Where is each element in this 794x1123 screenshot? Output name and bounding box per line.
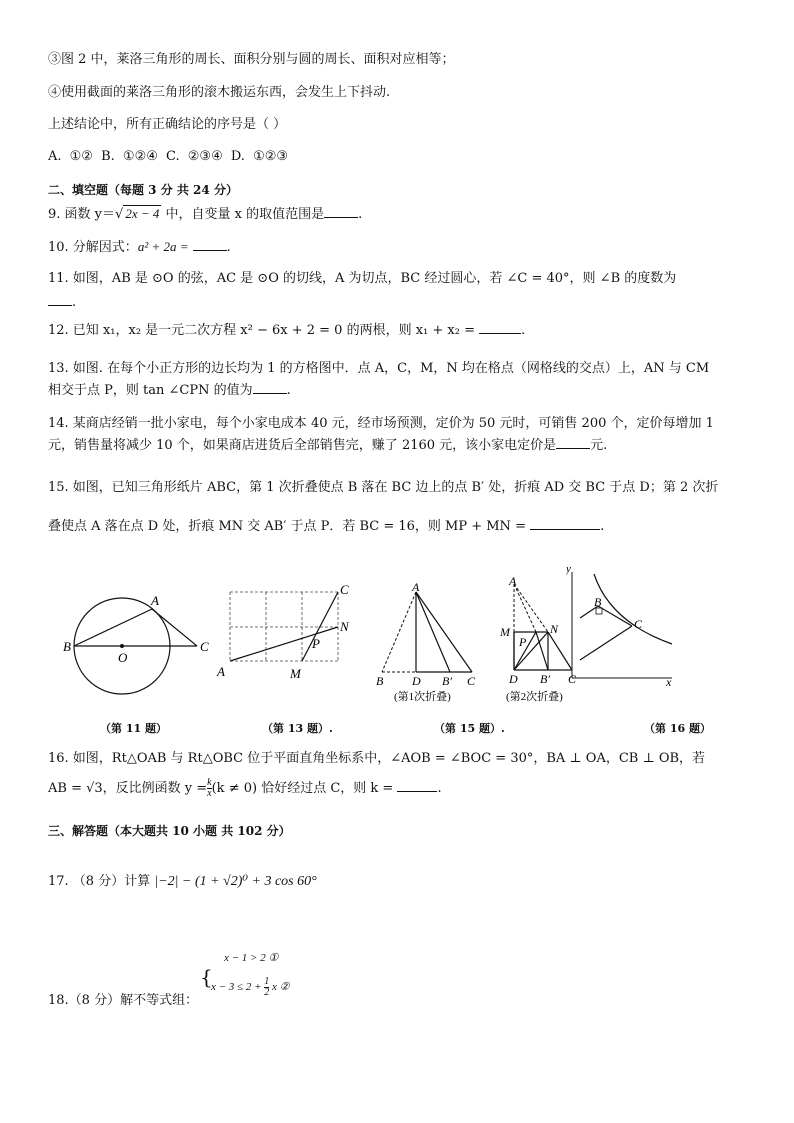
q13-blank: [253, 393, 287, 394]
q18-denominator: 2: [264, 987, 270, 998]
question-13-line-1: 13. 如图. 在每个小正方形的边长均为 1 的方格图中．点 A，C，M，N 均在格点（网格线的交点）上，AN 与 CM: [48, 361, 710, 376]
figure-16: [566, 560, 686, 690]
f13-label-n: N: [340, 619, 349, 634]
segment-ab-dashed: [382, 592, 416, 672]
f15a-label-b: B: [376, 674, 384, 688]
question-18: 18.（8 分）解不等式组：: [48, 993, 199, 1008]
question-15-line-1: 15. 如图，已知三角形纸片 ABC，第 1 次折叠使点 B 落在 BC 边上的点 B′ 处，折痕 AD 交 BC 于点 D；第 2 次折: [48, 480, 719, 495]
f15a-label-a: A: [412, 580, 420, 594]
f15b-label-bp: B′: [540, 672, 550, 686]
segment-ap-dashed: [514, 584, 536, 632]
f16-label-x: x: [666, 675, 672, 689]
q18-fraction: [264, 977, 269, 998]
question-11: 11. 如图，AB 是 ⊙O 的弦，AC 是 ⊙O 的切线，A 为切点，BC 经过圆心，若 ∠C = 40°，则 ∠B 的度数为: [48, 271, 677, 286]
f11-label-b: B: [63, 639, 71, 654]
q10-blank: [193, 250, 227, 251]
segment-an: [230, 627, 338, 661]
q15-text-b: 叠使点 A 落在点 D 处，折痕 MN 交 AB′ 于点 P．若 BC = 16，则 MP + MN =: [48, 519, 526, 534]
segment-oc: [580, 626, 632, 660]
q11-blank: [48, 305, 72, 306]
f15b-label-m: M: [500, 625, 510, 639]
f11-label-o: O: [118, 650, 128, 665]
question-9: 9. 函数 y＝√ 2x − 4 中，自变量 x 的取值范围是 .: [48, 206, 363, 222]
segment-pbp: [536, 632, 548, 670]
f15b-label-n: N: [550, 622, 559, 636]
q9-radicand: 2x − 4: [125, 206, 160, 221]
f11-label-a: A: [151, 593, 159, 608]
q18-inequality-1: x − 1 > 2 ①: [224, 952, 279, 964]
f15b-label-d: D: [509, 672, 518, 686]
q10-math: a² + 2a =: [137, 239, 189, 254]
f15b-caption: (第2次折叠): [506, 691, 563, 703]
f15b-label-c: C: [568, 672, 577, 686]
q18-inequality-2: [211, 977, 290, 998]
brace: {: [200, 965, 213, 989]
q16-numerator: k: [207, 777, 212, 788]
f16-label-b: B: [594, 595, 602, 609]
figure-15-fold-1: [364, 580, 494, 705]
segment-ac: [152, 609, 197, 646]
q16-denominator: x: [207, 788, 212, 799]
f15b-label-p: P: [519, 635, 527, 649]
segment-mc: [302, 592, 338, 661]
f13-label-c: C: [340, 582, 349, 597]
f11-label-c: C: [200, 639, 209, 654]
hyperbola-curve: [594, 574, 672, 644]
center-point: [120, 644, 124, 648]
question-16-line-2: AB = √3，反比例函数 y = $\frac{k}{x}$ (k ≠ 0) 恰好经过点 C，则 k = .: [48, 777, 442, 799]
f13-label-a: A: [217, 664, 225, 679]
statement-3: ③图 2 中，莱洛三角形的周长、面积分别与圆的周长、面积对应相等；: [48, 52, 455, 67]
section-3-title: 三、解答题（本大题共 10 小题 共 102 分）: [48, 824, 291, 838]
q14-text-b: 元，销售量将减少 10 个，如果商店进货后全部销售完，赚了 2160 元，该小家电定价是: [48, 438, 557, 453]
q9-text-a: 9. 函数 y＝: [48, 207, 116, 222]
q11-blank-line: .: [48, 294, 76, 312]
caption-16: （第 16 题）: [644, 722, 711, 735]
segment-ac: [416, 592, 472, 672]
question-12: 12. 已知 x₁，x₂ 是一元二次方程 x² − 6x + 2 = 0 的两根，则 x₁ + x₂ = .: [48, 323, 526, 338]
f13-label-m: M: [290, 666, 301, 680]
figure-11: [60, 592, 210, 702]
f15a-label-bp: B′: [442, 674, 452, 688]
question-17: [48, 873, 317, 891]
q15-blank: [530, 529, 600, 530]
segment-abp: [416, 592, 450, 672]
question-13-line-2: 相交于点 P，则 tan ∠CPN 的值为 .: [48, 383, 291, 398]
question-14-line-1: 14. 某商店经销一批小家电，每个小家电成本 40 元，经市场预测，定价为 50 元时，可销售 200 个，定价每增加 1: [48, 416, 714, 431]
q13-text-b: 相交于点 P，则 tan ∠CPN 的值为: [48, 383, 253, 398]
figure-13: [212, 580, 362, 680]
f16-label-y: y: [566, 563, 571, 575]
f15a-label-c: C: [467, 674, 476, 688]
q14-text-c: 元.: [590, 438, 608, 453]
q17-text: 17. （8 分）计算: [48, 874, 151, 889]
q18-e2-text-b: x ②: [272, 981, 290, 994]
f13-label-p: P: [312, 636, 320, 651]
q17-expression: |−2| − (1 + √2)⁰ + 3 cos 60°: [154, 874, 317, 889]
q16-text-b1: AB = √3，反比例函数 y =: [48, 781, 208, 796]
caption-13: （第 13 题）.: [262, 722, 333, 735]
q12-blank: [479, 333, 521, 334]
q18-e2-text-a: x − 3 ≤ 2 +: [211, 981, 262, 994]
q10-text: 10. 分解因式：: [48, 240, 138, 255]
q16-blank: [397, 791, 437, 792]
q14-blank: [556, 448, 590, 449]
f15a-caption: (第1次折叠): [394, 691, 451, 703]
q12-text: 12. 已知 x₁，x₂ 是一元二次方程 x² − 6x + 2 = 0 的两根，则 x₁ + x₂ =: [48, 323, 475, 338]
question-14-line-2: [48, 437, 607, 455]
question-intro: 上述结论中，所有正确结论的序号是（ ）: [48, 117, 287, 132]
q16-text-b2: (k ≠ 0) 恰好经过点 C，则 k =: [211, 781, 394, 796]
statement-4: ④使用截面的莱洛三角形的滚木搬运东西，会发生上下抖动.: [48, 85, 391, 100]
segment-an-dashed: [514, 584, 548, 632]
caption-15: （第 15 题）.: [434, 722, 505, 735]
caption-11: （第 11 题）: [100, 722, 167, 735]
section-2-title: 二、填空题（每题 3 分 共 24 分）: [48, 183, 238, 197]
question-16-line-1: 16. 如图，Rt△OAB 与 Rt△OBC 位于平面直角坐标系中，∠AOB = ∠BOC = 30°，BA ⊥ OA，CB ⊥ OB，若: [48, 751, 706, 766]
f16-label-c: C: [634, 617, 643, 631]
f15b-label-a: A: [509, 574, 517, 588]
question-10: 10. 分解因式：a² + 2a = .: [48, 239, 231, 255]
q9-blank: [324, 217, 358, 218]
f15a-label-d: D: [412, 674, 421, 688]
q9-text-b: 中，自变量 x 的取值范围是: [165, 207, 325, 222]
answer-choices: A. ①② B. ①②④ C. ②③④ D. ①②③: [48, 149, 289, 164]
question-15-line-2: 叠使点 A 落在点 D 处，折痕 MN 交 AB′ 于点 P．若 BC = 16，则 MP + MN = .: [48, 519, 605, 534]
q18-numerator: 1: [264, 976, 270, 987]
